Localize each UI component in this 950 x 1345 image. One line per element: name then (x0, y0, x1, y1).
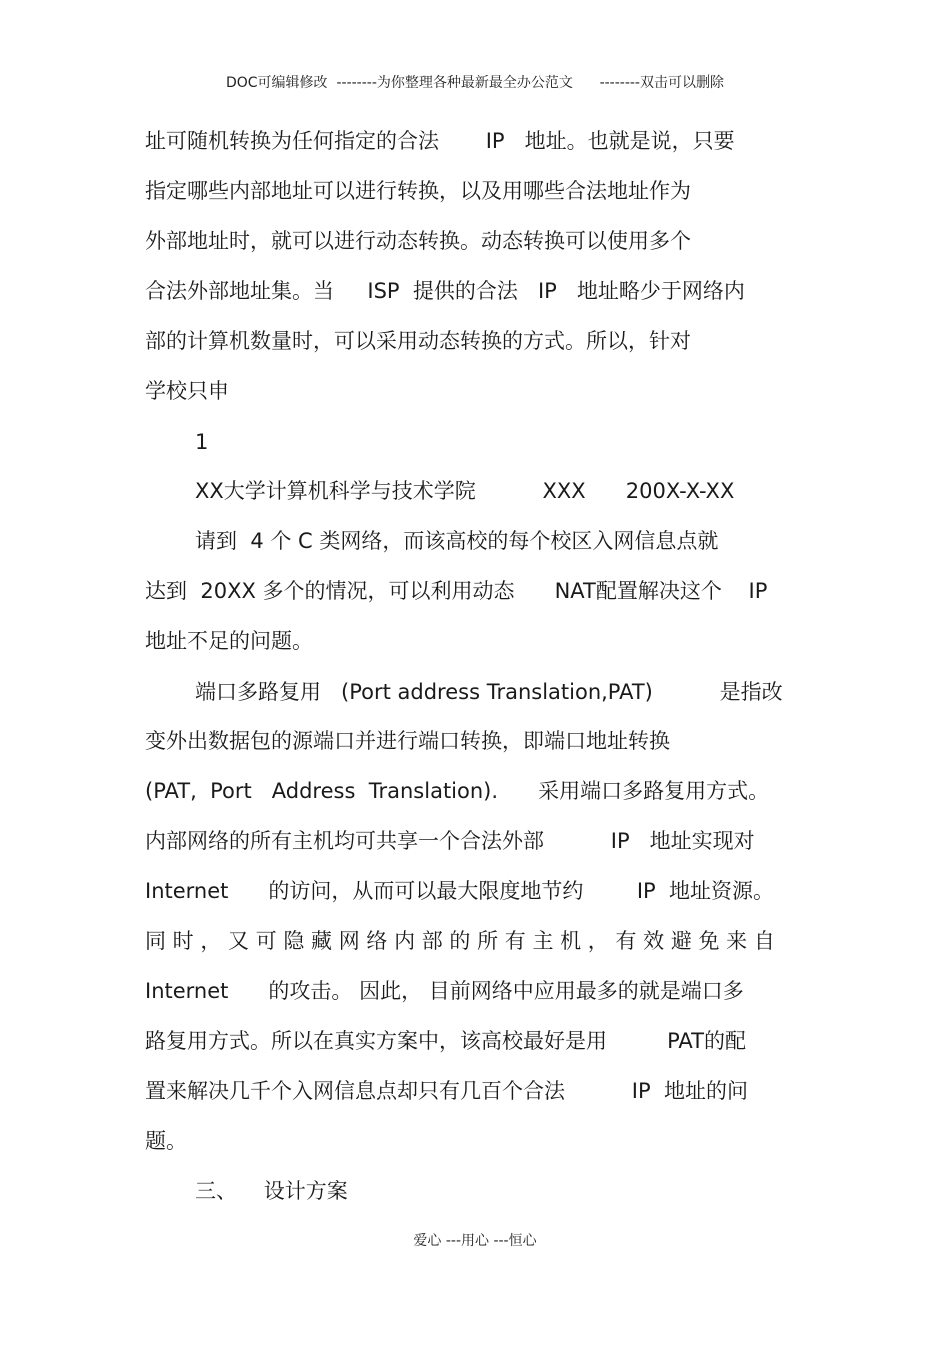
body-line: Internet 的访问，从而可以最大限度地节约 IP 地址资源。 (145, 879, 775, 903)
body-line: Internet 的攻击。 因此， 目前网络中应用最多的就是端口多 (145, 979, 744, 1003)
body-line: 达到 20XX 多个的情况，可以利用动态 NAT配置解决这个 IP (145, 579, 768, 603)
body-line: 请到 4 个 C 类网络，而该高校的每个校区入网信息点就 (195, 529, 719, 553)
body-line: 同 时 ， 又 可 隐 藏 网 络 内 部 的 所 有 主 机 ， 有 效 避 免 来 自 (145, 929, 775, 953)
body-line: 题。 (145, 1129, 187, 1153)
page-footer: 爱心 ---用心 ---恒心 (413, 1233, 537, 1249)
body-line: 路复用方式。所以在真实方案中，该高校最好是用 PAT的配 (145, 1029, 746, 1053)
body-line: 地址不足的问题。 (145, 629, 313, 653)
body-line: 合法外部地址集。当 ISP 提供的合法 IP 地址略少于网络内 (145, 279, 745, 303)
body-line: 学校只申 (145, 379, 229, 403)
running-footer-line: XX大学计算机科学与技术学院 XXX 200X-X-XX (195, 479, 735, 503)
body-line: 部的计算机数量时，可以采用动态转换的方式。所以，针对 (145, 329, 691, 353)
body-line: 变外出数据包的源端口并进行端口转换，即端口地址转换 (145, 729, 670, 753)
section-heading: 三、 设计方案 (195, 1179, 348, 1203)
body-line: (PAT, Port Address Translation). 采用端口多路复用方式。 (145, 779, 770, 803)
page-number: 1 (195, 430, 209, 454)
body-line: 指定哪些内部地址可以进行转换，以及用哪些合法地址作为 (145, 179, 691, 203)
page-header: DOC可编辑修改 --------为你整理各种最新最全办公范文 --------双击可以删除 (225, 75, 724, 91)
body-line: 址可随机转换为任何指定的合法 IP 地址。也就是说，只要 (145, 129, 735, 153)
body-line: 外部地址时，就可以进行动态转换。动态转换可以使用多个 (145, 229, 691, 253)
body-line: 置来解决几千个入网信息点却只有几百个合法 IP 地址的问 (145, 1079, 748, 1103)
body-line: 内部网络的所有主机均可共享一个合法外部 IP 地址实现对 (145, 829, 755, 853)
body-line: 端口多路复用 (Port address Translation,PAT) 是指改 (195, 680, 783, 704)
